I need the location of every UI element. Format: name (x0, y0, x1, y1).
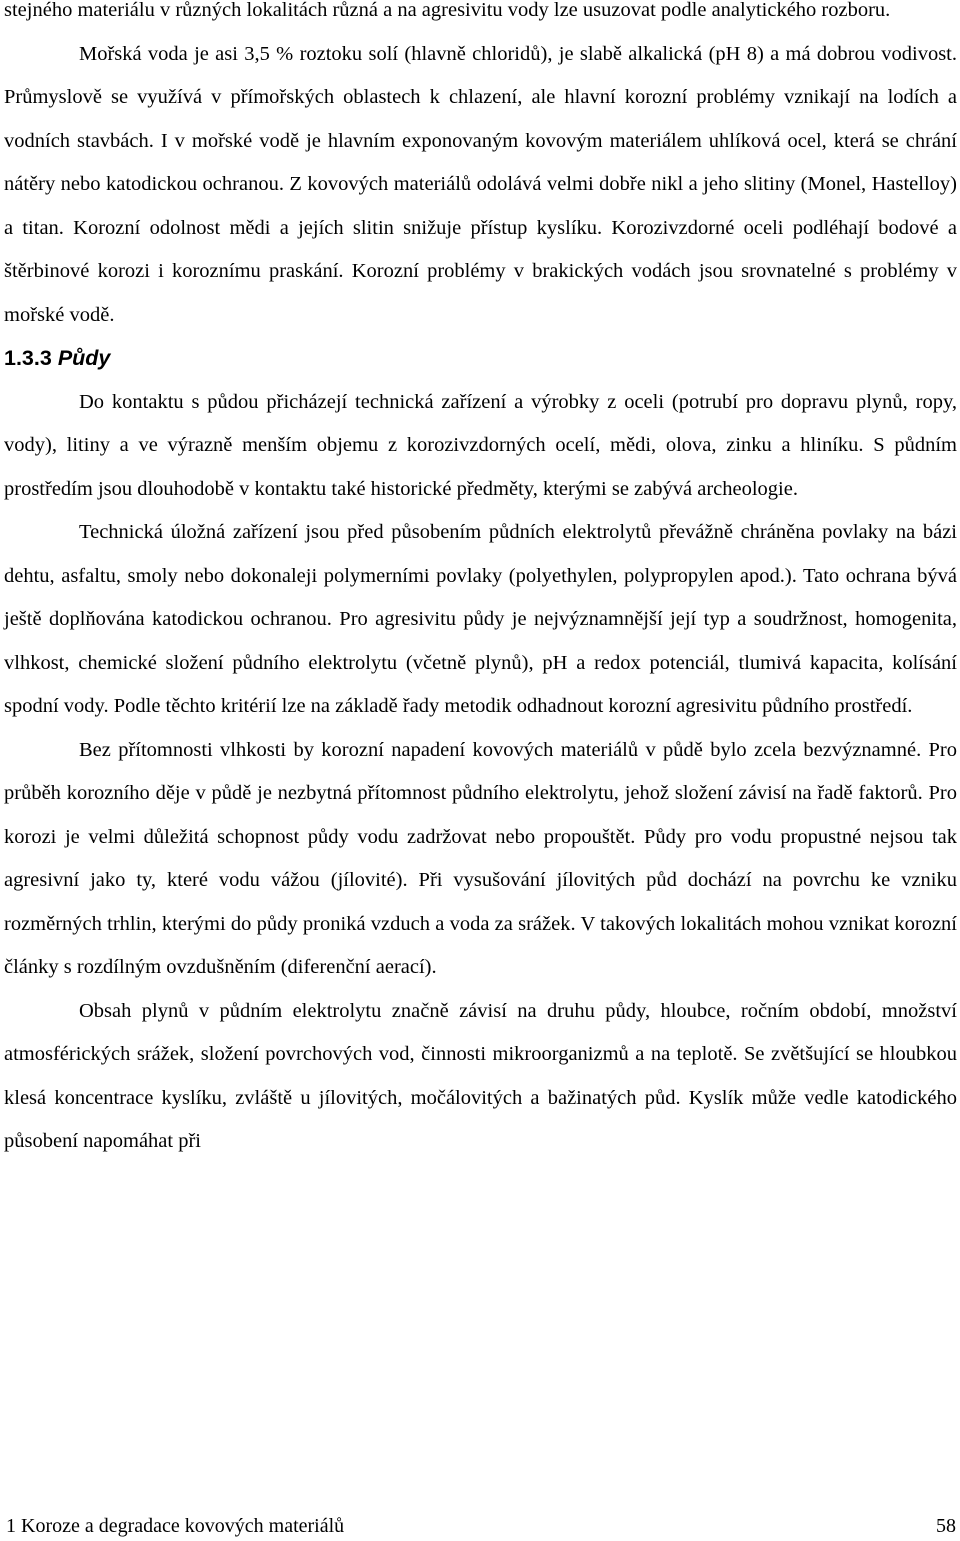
footer-chapter: 1 Koroze a degradace kovových materiálů (6, 1515, 345, 1537)
paragraph-continued: stejného materiálu v různých lokalitách různá a na agresivitu vody lze usuzovat podle analytického rozboru. (4, 0, 891, 21)
section-number: 1.3.3 (4, 346, 52, 370)
paragraph-gases: Obsah plynů v půdním elektrolytu značně závisí na druhu půdy, hloubce, ročním období, množství atmosférických srážek, složení povrchových vod, činnosti mikroorganizmů a na teplotě. Se zvětšující se hloubkou klesá koncentrace kyslíku, zvláště u jílovitých, močálovitých a bažinatých půd. Kyslík může vedle katodického působení napomáhat při (4, 999, 957, 1152)
paragraph-moisture: Bez přítomnosti vlhkosti by korozní napadení kovových materiálů v půdě bylo zcela bezvýznamné. Pro průběh korozního děje v půdě je nezbytná přítomnost půdního elektrolytu, jehož složení závisí na řadě faktorů. Pro korozi je velmi důležitá schopnost půdy vodu zadržovat nebo propouštět. Půdy pro vodu propustné nejsou tak agresivní jako ty, které vodu vážou (jílovité). Při vysušování jílovitých půd dochází na povrchu ke vzniku rozměrných trhlin, kterými do půdy proniká vzduch a voda za srážek. V takových lokalitách mohou vznikat korozní články s rozdílným ovzdušněním (diferenční aerací). (4, 738, 957, 978)
page-number: 58 (936, 1515, 956, 1537)
page-footer (6, 1513, 956, 1539)
document-page (4, 0, 957, 1164)
section-title: Půdy (57, 346, 111, 370)
paragraph-storage-protection: Technická úložná zařízení jsou před působením půdních elektrolytů převážně chráněna povlaky na bázi dehtu, asfaltu, smoly nebo dokonaleji polymerními povlaky (polyethylen, polypropylen apod.). Tato ochrana bývá ještě doplňována katodickou ochranou. Pro agresivitu půdy je nejvýznamnější její typ a soudržnost, homogenita, vlhkost, chemické složení půdního elektrolytu (včetně plynů), pH a redox potenciál, tlumivá kapacita, kolísání spodní vody. Podle těchto kritérií lze na základě řady metodik odhadnout korozní agresivitu půdního prostředí. (4, 521, 957, 717)
section-heading (4, 337, 957, 381)
paragraph-seawater: Mořská voda je asi 3,5 % roztoku solí (hlavně chloridů), je slabě alkalická (pH 8) a má dobrou vodivost. Průmyslově se využívá v přímořských oblastech k chlazení, ale hlavní korozní problémy vznikají na lodích a vodních stavbách. I v mořské vodě je hlavním exponovaným kovovým materiálem uhlíková ocel, která se chrání nátěry nebo katodickou ochranou. Z kovových materiálů odolává velmi dobře nikl a jeho slitiny (Monel, Hastelloy) a titan. Korozní odolnost mědi a jejích slitin snižuje přístup kyslíku. Korozivzdorné oceli podléhají bodové a štěrbinové korozi i koroznímu praskání. Korozní problémy v brakických vodách jsou srovnatelné s problémy v mořské vodě. (4, 42, 957, 326)
paragraph-soil-contact: Do kontaktu s půdou přicházejí technická zařízení a výrobky z oceli (potrubí pro dopravu plynů, ropy, vody), litiny a ve výrazně menším objemu z korozivzdorných ocelí, mědi, olova, zinku a hliníku. S půdním prostředím jsou dlouhodobě v kontaktu také historické předměty, kterými se zabývá archeologie. (4, 390, 957, 500)
